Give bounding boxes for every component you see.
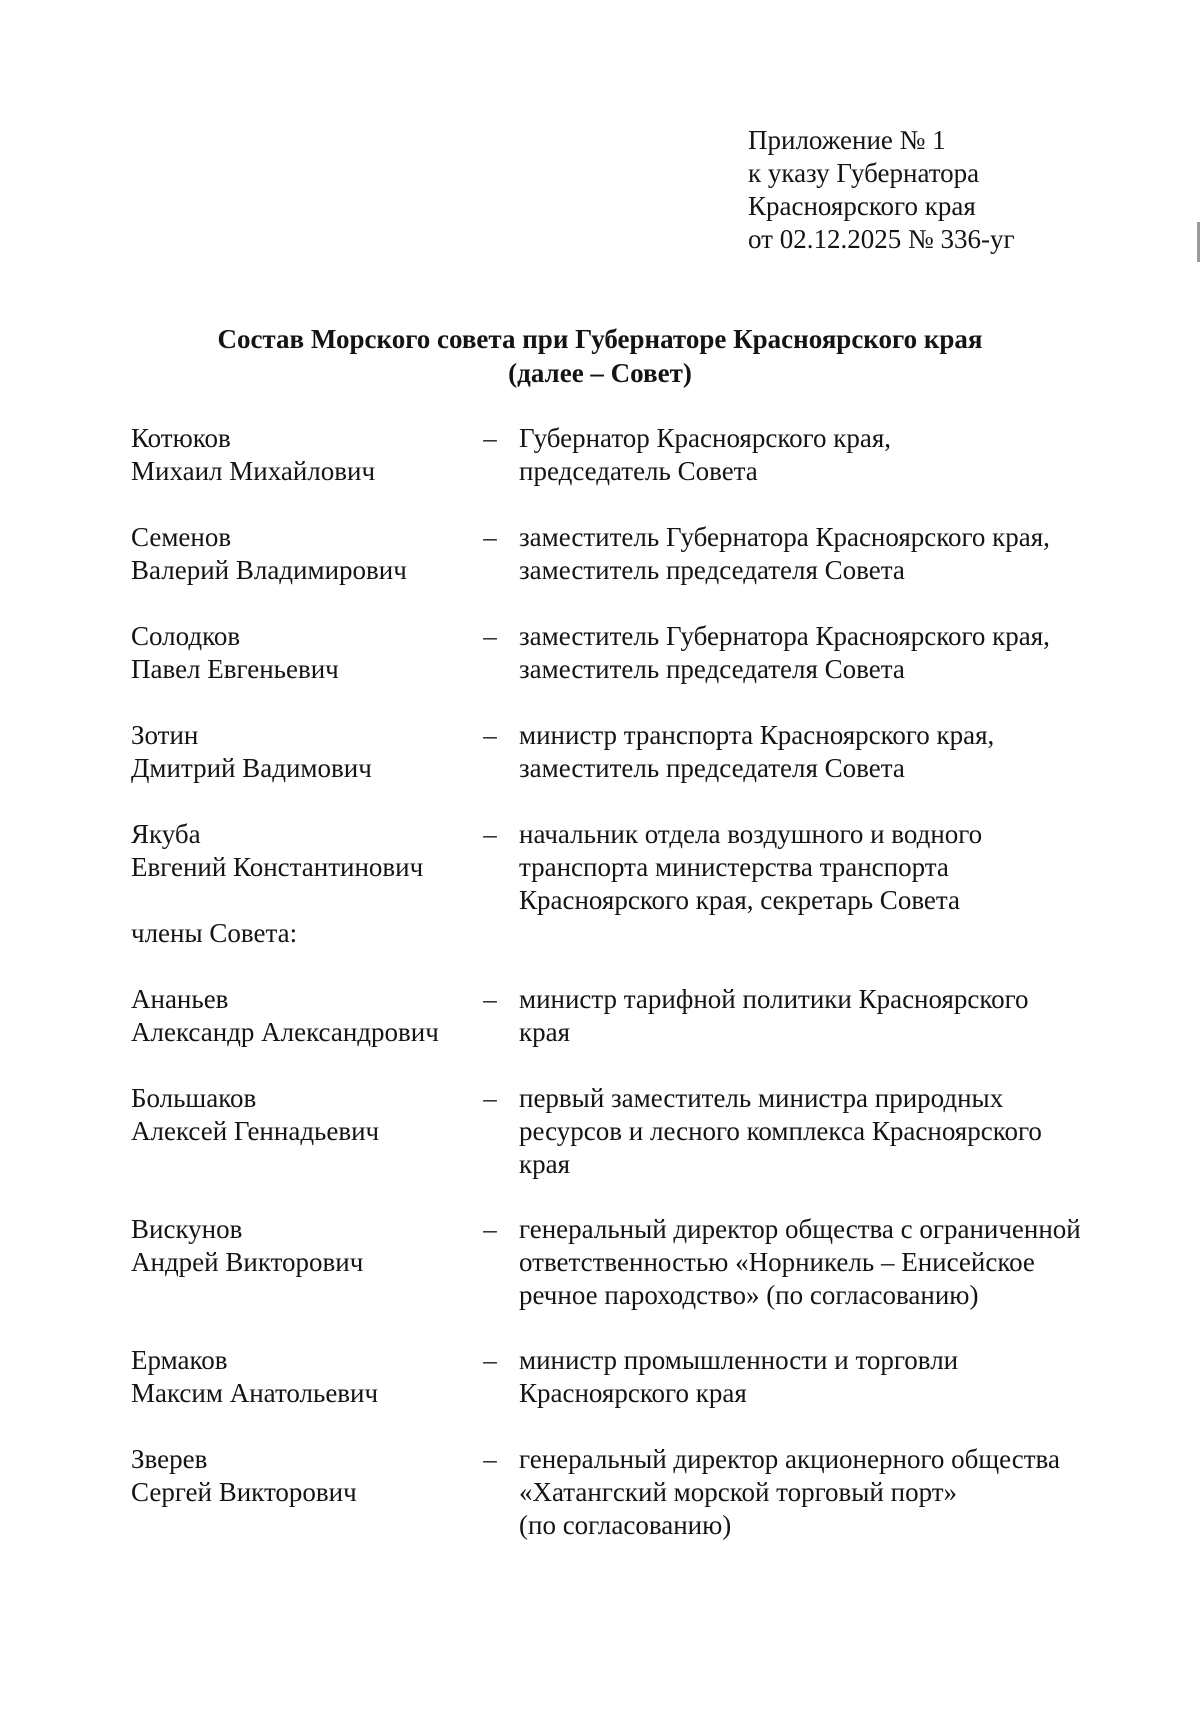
member-name: [131, 1082, 491, 1148]
member-given-name: Сергей Викторович: [131, 1477, 357, 1507]
role-line: заместитель председателя Совета: [519, 654, 905, 684]
title-line: Состав Морского совета при Губернаторе Красноярского края: [217, 324, 983, 354]
separator-dash: –: [483, 1214, 497, 1244]
member-name: [131, 422, 491, 488]
document-title: [100, 322, 1100, 390]
separator-dash: –: [483, 720, 497, 750]
separator-dash: –: [483, 621, 497, 651]
appendix-line: к указу Губернатора: [748, 158, 980, 188]
member-surname: Якуба: [131, 819, 201, 849]
role-line: Красноярского края, секретарь Совета: [519, 885, 961, 915]
member-given-name: Максим Анатольевич: [131, 1378, 379, 1408]
separator-dash: –: [483, 1444, 497, 1474]
member-given-name: Михаил Михайлович: [131, 456, 376, 486]
member-given-name: Андрей Викторович: [131, 1247, 364, 1277]
role-line: министр тарифной политики Красноярского: [519, 984, 1029, 1014]
member-role: [519, 1213, 1099, 1312]
member-surname: Большаков: [131, 1083, 257, 1113]
role-line: первый заместитель министра природных: [519, 1083, 1004, 1113]
role-line: начальник отдела воздушного и водного: [519, 819, 983, 849]
member-role: [519, 818, 1099, 917]
appendix-line: от 02.12.2025 № 336-уг: [748, 224, 1015, 254]
member-name: [131, 818, 491, 884]
role-line: транспорта министерства транспорта: [519, 852, 949, 882]
member-surname: Зотин: [131, 720, 199, 750]
member-given-name: Павел Евгеньевич: [131, 654, 339, 684]
member-role: [519, 1082, 1099, 1181]
member-surname: Вискунов: [131, 1214, 243, 1244]
member-role: [519, 1443, 1099, 1542]
role-line: (по согласованию): [519, 1510, 732, 1540]
role-line: заместитель Губернатора Красноярского края,: [519, 522, 1050, 552]
member-surname: Ермаков: [131, 1345, 228, 1375]
role-line: речное пароходство» (по согласованию): [519, 1280, 979, 1310]
separator-dash: –: [483, 984, 497, 1014]
member-surname: Солодков: [131, 621, 241, 651]
member-role: [519, 983, 1099, 1049]
member-name: [131, 620, 491, 686]
role-line: председатель Совета: [519, 456, 758, 486]
role-line: ресурсов и лесного комплекса Красноярского: [519, 1116, 1042, 1146]
member-role: [519, 521, 1099, 587]
member-given-name: Александр Александрович: [131, 1017, 439, 1047]
role-line: генеральный директор акционерного общества: [519, 1444, 1060, 1474]
role-line: Красноярского края: [519, 1378, 747, 1408]
separator-dash: –: [483, 1083, 497, 1113]
role-line: министр транспорта Красноярского края,: [519, 720, 995, 750]
member-given-name: Алексей Геннадьевич: [131, 1116, 380, 1146]
members-section-label: члены Совета:: [131, 918, 298, 948]
appendix-line: Красноярского края: [748, 191, 976, 221]
member-given-name: Евгений Константинович: [131, 852, 424, 882]
title-line: (далее – Совет): [508, 358, 692, 388]
role-line: края: [519, 1149, 571, 1179]
member-role: [519, 719, 1099, 785]
member-role: [519, 1344, 1099, 1410]
role-line: министр промышленности и торговли: [519, 1345, 959, 1375]
member-surname: Котюков: [131, 423, 231, 453]
member-surname: Зверев: [131, 1444, 208, 1474]
role-line: «Хатангский морской торговый порт»: [519, 1477, 958, 1507]
separator-dash: –: [483, 819, 497, 849]
separator-dash: –: [483, 522, 497, 552]
member-name: [131, 1443, 491, 1509]
role-line: ответственностью «Норникель – Енисейское: [519, 1247, 1035, 1277]
role-line: заместитель председателя Совета: [519, 753, 905, 783]
member-given-name: Дмитрий Вадимович: [131, 753, 372, 783]
separator-dash: –: [483, 1345, 497, 1375]
member-role: [519, 620, 1099, 686]
member-surname: Семенов: [131, 522, 232, 552]
member-name: [131, 521, 491, 587]
member-name: [131, 983, 491, 1049]
appendix-header: [748, 124, 1015, 256]
member-role: [519, 422, 1099, 488]
member-name: [131, 719, 491, 785]
role-line: края: [519, 1017, 571, 1047]
member-name: [131, 1344, 491, 1410]
appendix-line: Приложение № 1: [748, 125, 946, 155]
member-name: [131, 1213, 491, 1279]
separator-dash: –: [483, 423, 497, 453]
member-given-name: Валерий Владимирович: [131, 555, 407, 585]
role-line: Губернатор Красноярского края,: [519, 423, 892, 453]
role-line: генеральный директор общества с ограниченной: [519, 1214, 1081, 1244]
role-line: заместитель Губернатора Красноярского края,: [519, 621, 1050, 651]
role-line: заместитель председателя Совета: [519, 555, 905, 585]
member-surname: Ананьев: [131, 984, 229, 1014]
